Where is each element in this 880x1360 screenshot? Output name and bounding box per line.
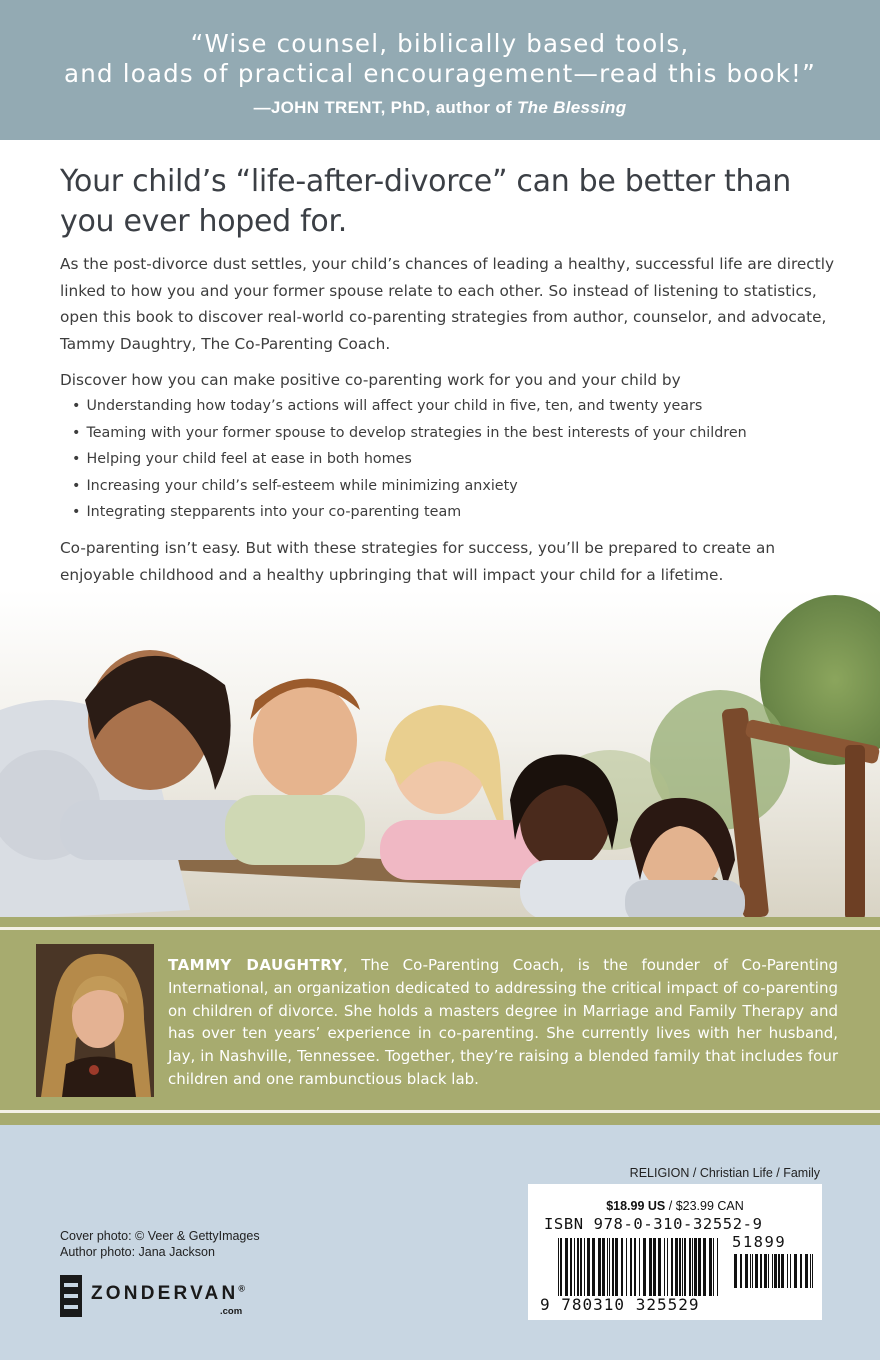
category-label: RELIGION / Christian Life / Family	[629, 1166, 820, 1180]
barcode-bar	[634, 1238, 636, 1296]
barcode-bar	[692, 1238, 693, 1296]
divider	[0, 1110, 880, 1113]
barcode-bar	[740, 1254, 742, 1288]
barcode-bar	[684, 1238, 686, 1296]
barcode-bar	[698, 1238, 701, 1296]
barcode-bar	[671, 1238, 673, 1296]
ean-barcode	[558, 1238, 718, 1296]
barcode-bar	[760, 1254, 762, 1288]
author-photo-credit: Author photo: Jana Jackson	[60, 1245, 215, 1259]
attribution-name: —JOHN TRENT, PhD, author of	[253, 98, 517, 117]
barcode-bar	[745, 1254, 748, 1288]
addon-barcode	[734, 1254, 813, 1288]
barcode-bar	[653, 1238, 656, 1296]
barcode-bar	[689, 1238, 691, 1296]
barcode-bar	[805, 1254, 808, 1288]
barcode-bar	[565, 1238, 568, 1296]
barcode-bar	[772, 1254, 773, 1288]
barcode-bar	[592, 1238, 595, 1296]
barcode-bar	[630, 1238, 632, 1296]
barcode-bar	[667, 1238, 668, 1296]
barcode-bar	[607, 1238, 608, 1296]
barcode-bar	[682, 1238, 683, 1296]
barcode-bar	[768, 1254, 769, 1288]
photo-credits	[60, 1228, 260, 1260]
attribution-book-title: The Blessing	[517, 98, 627, 117]
barcode-bar	[570, 1238, 572, 1296]
barcode-bar	[790, 1254, 791, 1288]
isbn-number: ISBN 978-0-310-32552-9	[544, 1215, 763, 1233]
barcode-bar	[787, 1254, 788, 1288]
barcode-bar	[675, 1238, 678, 1296]
intro-paragraph: As the post-divorce dust settles, your child’s chances of leading a healthy, successful life are directly linked to how you and your former spouse relate to each other. So instead of listening to statistics, open this book to discover real-world co-parenting strategies from author, counselor, and advocate, Tammy Daughtry, The Co-Parenting Coach.	[60, 255, 835, 353]
publisher-name	[91, 1283, 248, 1305]
barcode-bar	[750, 1254, 751, 1288]
author-name: TAMMY DAUGHTRY	[168, 956, 343, 974]
list-item: • Increasing your child’s self-esteem while minimizing anxiety	[72, 473, 747, 500]
barcode-bar	[658, 1238, 661, 1296]
barcode-bar	[609, 1238, 610, 1296]
barcode-bar	[774, 1254, 777, 1288]
barcode-bar	[580, 1238, 582, 1296]
author-photo	[36, 944, 154, 1097]
children-photo	[0, 590, 880, 920]
cover-photo-credit: Cover photo: © Veer & GettyImages	[60, 1229, 260, 1243]
publisher-wordmark: ZONDERVAN	[91, 1283, 239, 1304]
endorsement-attribution	[0, 98, 880, 118]
children-photo-illustration	[0, 590, 880, 920]
author-bio	[168, 954, 838, 1091]
barcode-bar	[621, 1238, 623, 1296]
barcode-bar	[778, 1254, 780, 1288]
barcode-bar	[703, 1238, 706, 1296]
addon-digits: 51899	[732, 1233, 787, 1251]
barcode-bar	[713, 1238, 714, 1296]
barcode-bar	[584, 1238, 585, 1296]
barcode-bar	[764, 1254, 767, 1288]
barcode-bar	[734, 1254, 737, 1288]
barcode-bar	[643, 1238, 646, 1296]
barcode-bar	[679, 1238, 681, 1296]
headline: Your child’s “life-after-divorce” can be better than you ever hoped for.	[60, 164, 792, 239]
list-item: • Understanding how today’s actions will affect your child in five, ten, and twenty years	[72, 393, 747, 420]
endorsement-quote-line-1: “Wise counsel, biblically based tools,	[190, 29, 690, 58]
publisher-suffix: .com	[220, 1306, 243, 1317]
barcode-bar	[639, 1238, 640, 1296]
barcode-bar	[794, 1254, 797, 1288]
barcode-bar	[577, 1238, 579, 1296]
price-can: $23.99 CAN	[675, 1199, 744, 1213]
barcode-bar	[810, 1254, 811, 1288]
ean-digits: 9 780310 325529	[540, 1295, 700, 1314]
benefits-list	[72, 393, 747, 526]
barcode-bar	[602, 1238, 605, 1296]
endorsement-banner	[0, 0, 880, 140]
barcode-bar	[574, 1238, 575, 1296]
author-bio-text: , The Co-Parenting Coach, is the founder of Co-Parenting International, an organization dedicated to addressing the critical impact of co-parenting on children of divorce. She holds a masters degree in Marriage and Family Therapy and has over ten years’ experience in co-parenting. She currently lives with her husband, Jay, in Nashville, Tennessee. Together, they’re raising a blended family that includes four children and one rambunctious black lab.	[168, 956, 838, 1088]
barcode-bar	[558, 1238, 559, 1296]
publisher-logo	[60, 1275, 280, 1319]
barcode-panel	[528, 1184, 822, 1320]
barcode-bar	[755, 1254, 758, 1288]
zondervan-mark-icon	[60, 1275, 86, 1317]
divider	[0, 927, 880, 930]
barcode-bar	[664, 1238, 665, 1296]
barcode-bar	[752, 1254, 753, 1288]
list-item: • Helping your child feel at ease in both homes	[72, 446, 747, 473]
author-portrait-illustration	[36, 944, 154, 1097]
endorsement-quote-line-2: and loads of practical encouragement—read this book!”	[64, 59, 816, 88]
barcode-bar	[800, 1254, 802, 1288]
barcode-bar	[709, 1238, 712, 1296]
discover-lead: Discover how you can make positive co-parenting work for you and your child by	[60, 371, 681, 389]
barcode-bar	[560, 1238, 562, 1296]
barcode-bar	[649, 1238, 652, 1296]
price-separator: /	[665, 1199, 676, 1213]
barcode-bar	[694, 1238, 697, 1296]
list-item: • Teaming with your former spouse to develop strategies in the best interests of your children	[72, 420, 747, 447]
barcode-bar	[598, 1238, 601, 1296]
barcode-bar	[626, 1238, 627, 1296]
barcode-bar	[717, 1238, 718, 1296]
barcode-bar	[612, 1238, 614, 1296]
closing-paragraph: Co-parenting isn’t easy. But with these strategies for success, you’ll be prepared to create an enjoyable childhood and a healthy upbringing that will impact your child for a lifetime.	[60, 539, 776, 584]
barcode-bar	[781, 1254, 784, 1288]
registered-mark: ®	[238, 1283, 249, 1294]
barcode-bar	[587, 1238, 590, 1296]
price-line	[528, 1199, 822, 1213]
barcode-bar	[812, 1254, 813, 1288]
list-item: • Integrating stepparents into your co-parenting team	[72, 499, 747, 526]
barcode-bar	[615, 1238, 618, 1296]
price-us: $18.99 US	[606, 1199, 666, 1213]
